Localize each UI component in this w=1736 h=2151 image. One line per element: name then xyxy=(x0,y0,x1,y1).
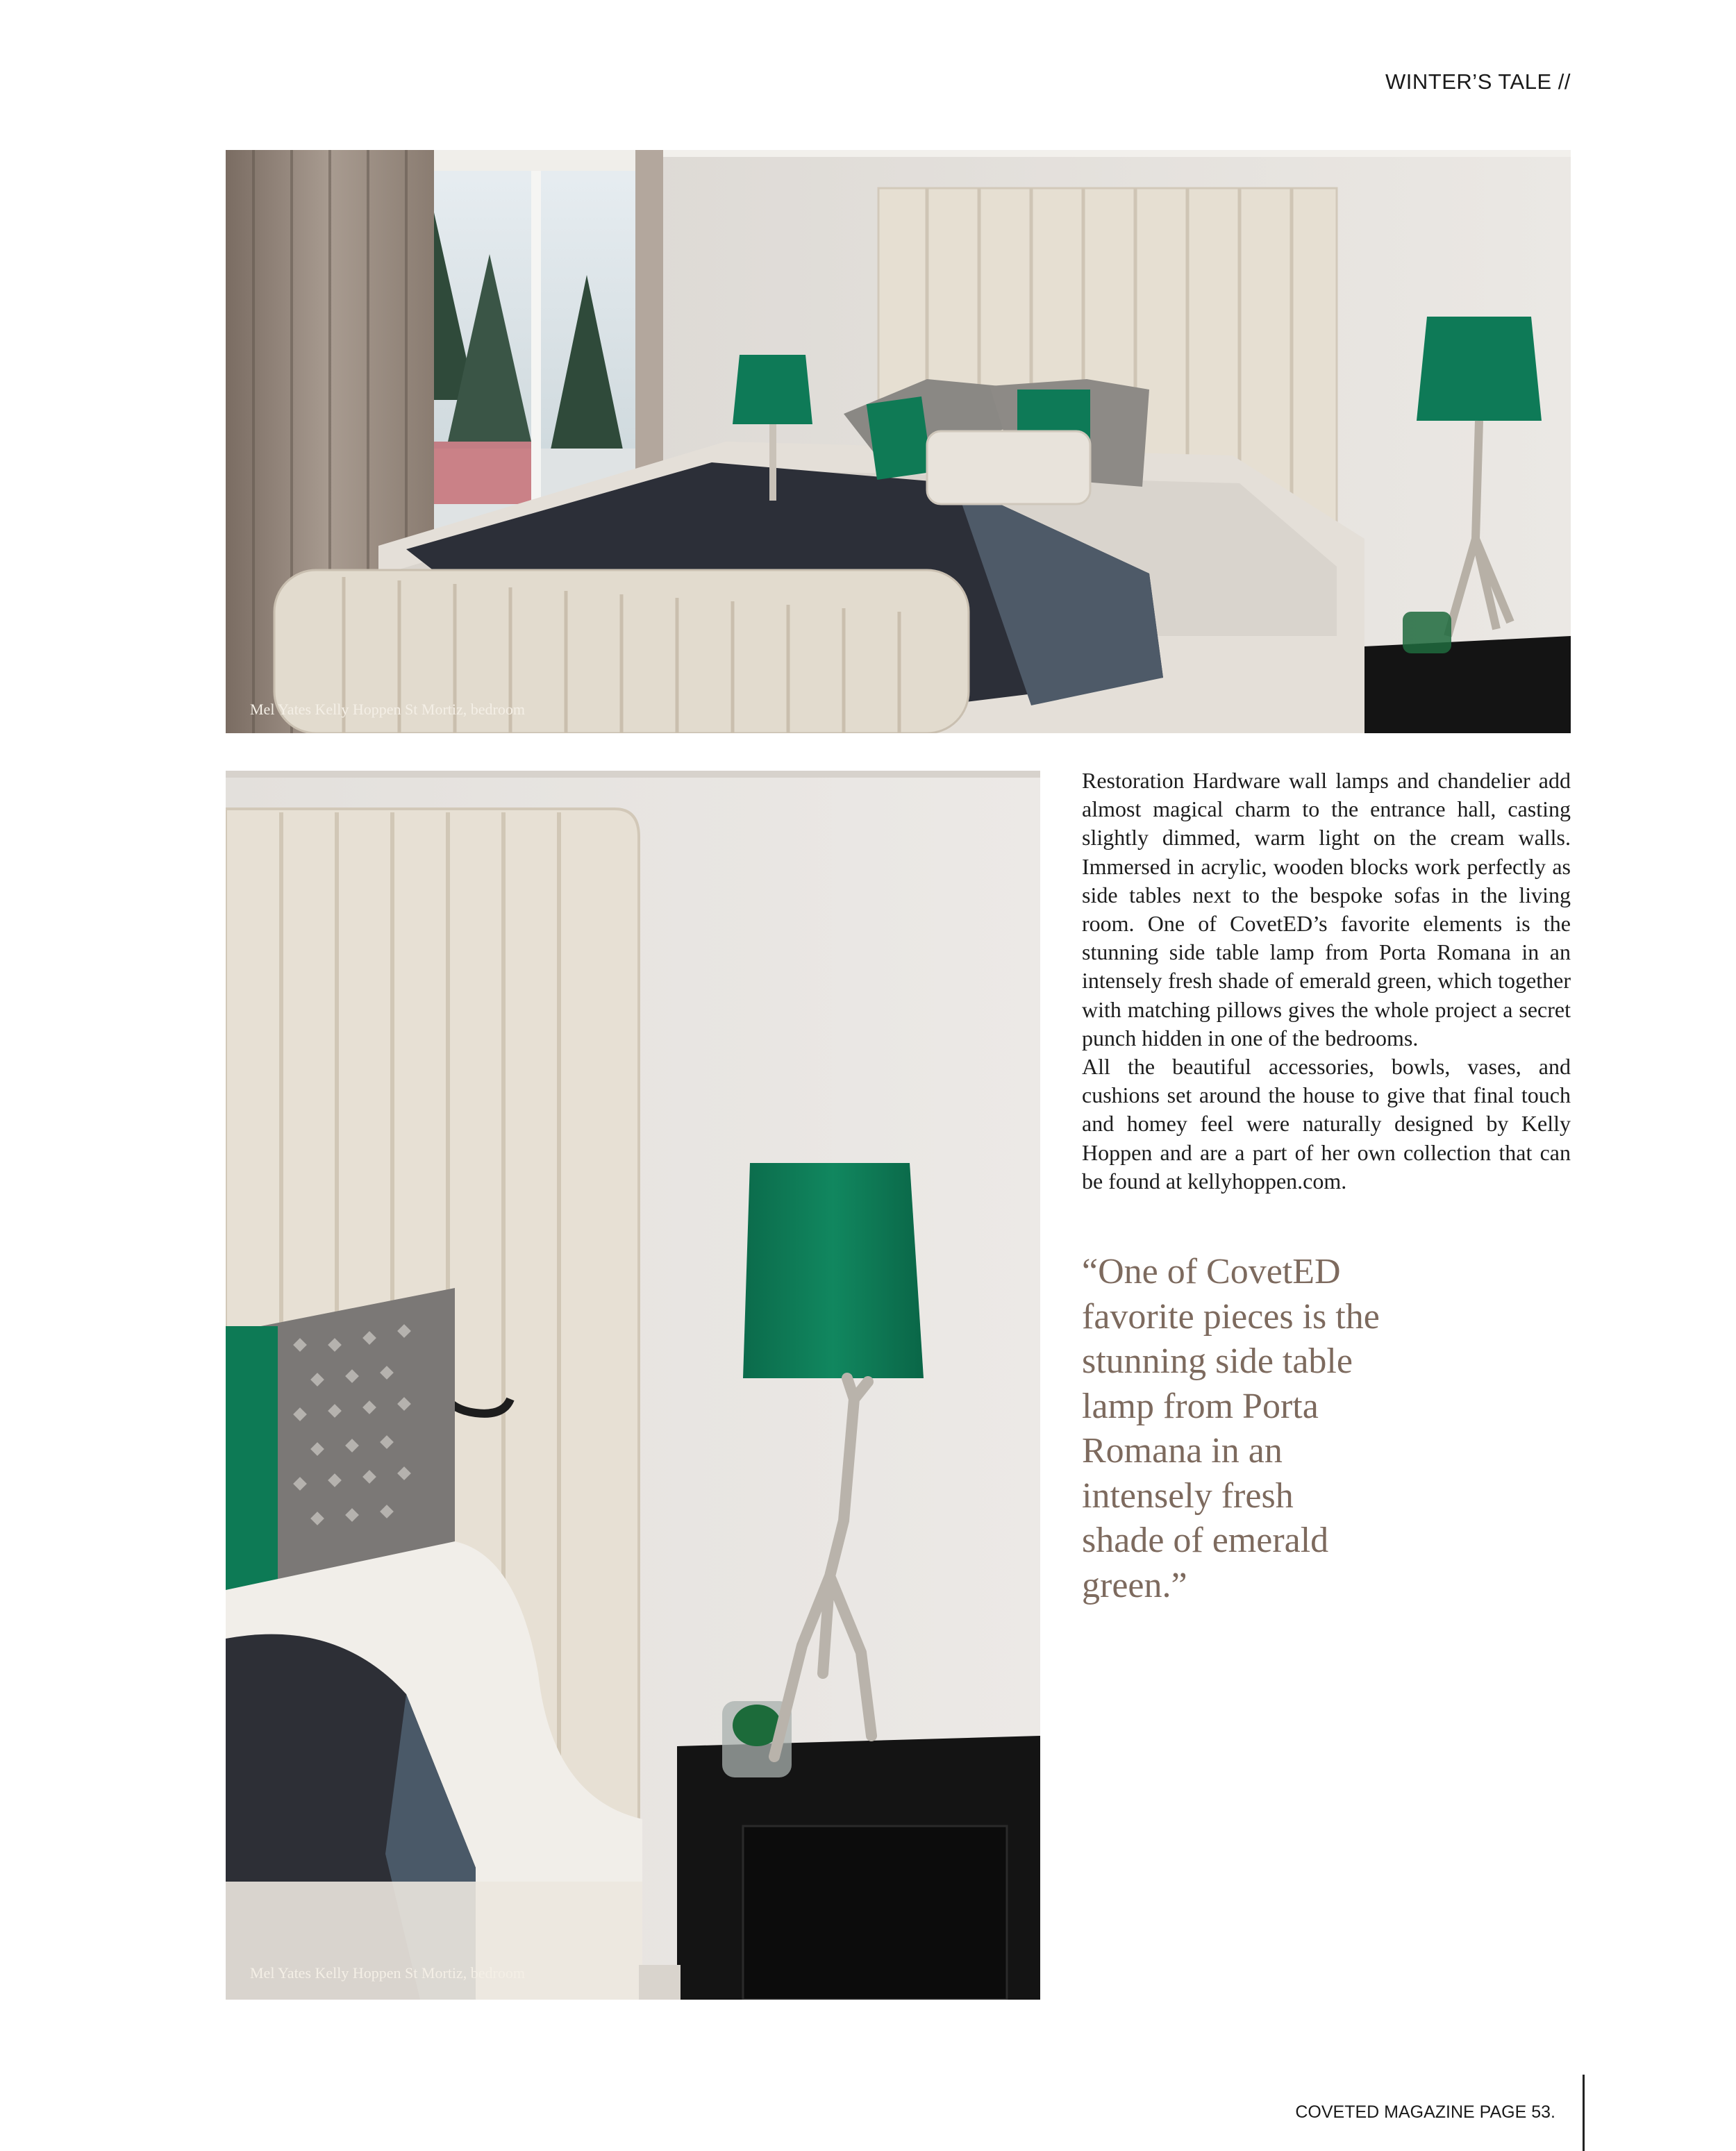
bedroom-illustration-top xyxy=(226,150,1571,733)
article-body xyxy=(1082,767,1571,1196)
footer-divider xyxy=(1583,2075,1585,2151)
photo-caption: Mel Yates Kelly Hoppen St Mortiz, bedroom xyxy=(250,1964,525,1982)
bedroom-photo-top xyxy=(226,150,1571,733)
bedroom-illustration-bottom xyxy=(226,771,1040,2000)
page-footer-label: COVETED MAGAZINE PAGE 53. xyxy=(1295,2102,1555,2122)
section-title: WINTER’S TALE // xyxy=(1385,69,1571,94)
article-paragraph: All the beautiful accessories, bowls, vases, and cushions set around the house to give that final touch and homey feel were naturally designed by Kelly Hoppen and are a part of her own collection that can be found at kellyhoppen.com. xyxy=(1082,1054,1571,1194)
photo-caption: Mel Yates Kelly Hoppen St Mortiz, bedroom xyxy=(250,701,525,718)
pull-quote: “One of CovetED favorite pieces is the stunning side table lamp from Porta Romana in an intensely fresh shade of emerald green.” xyxy=(1082,1252,1380,1605)
bedroom-photo-bottom xyxy=(226,771,1040,2000)
article-paragraph: Restoration Hardware wall lamps and chandelier add almost magical charm to the entrance hall, casting slightly dimmed, warm light on the cream walls. Immersed in acrylic, wooden blocks work perfectly as side tables next to the bespoke sofas in the living room. One of CovetED’s favorite elements is the stunning side table lamp from Porta Romana in an intensely fresh shade of emerald green, which together with matching pillows gives the whole project a secret punch hidden in one of the bedrooms. xyxy=(1082,768,1571,1051)
